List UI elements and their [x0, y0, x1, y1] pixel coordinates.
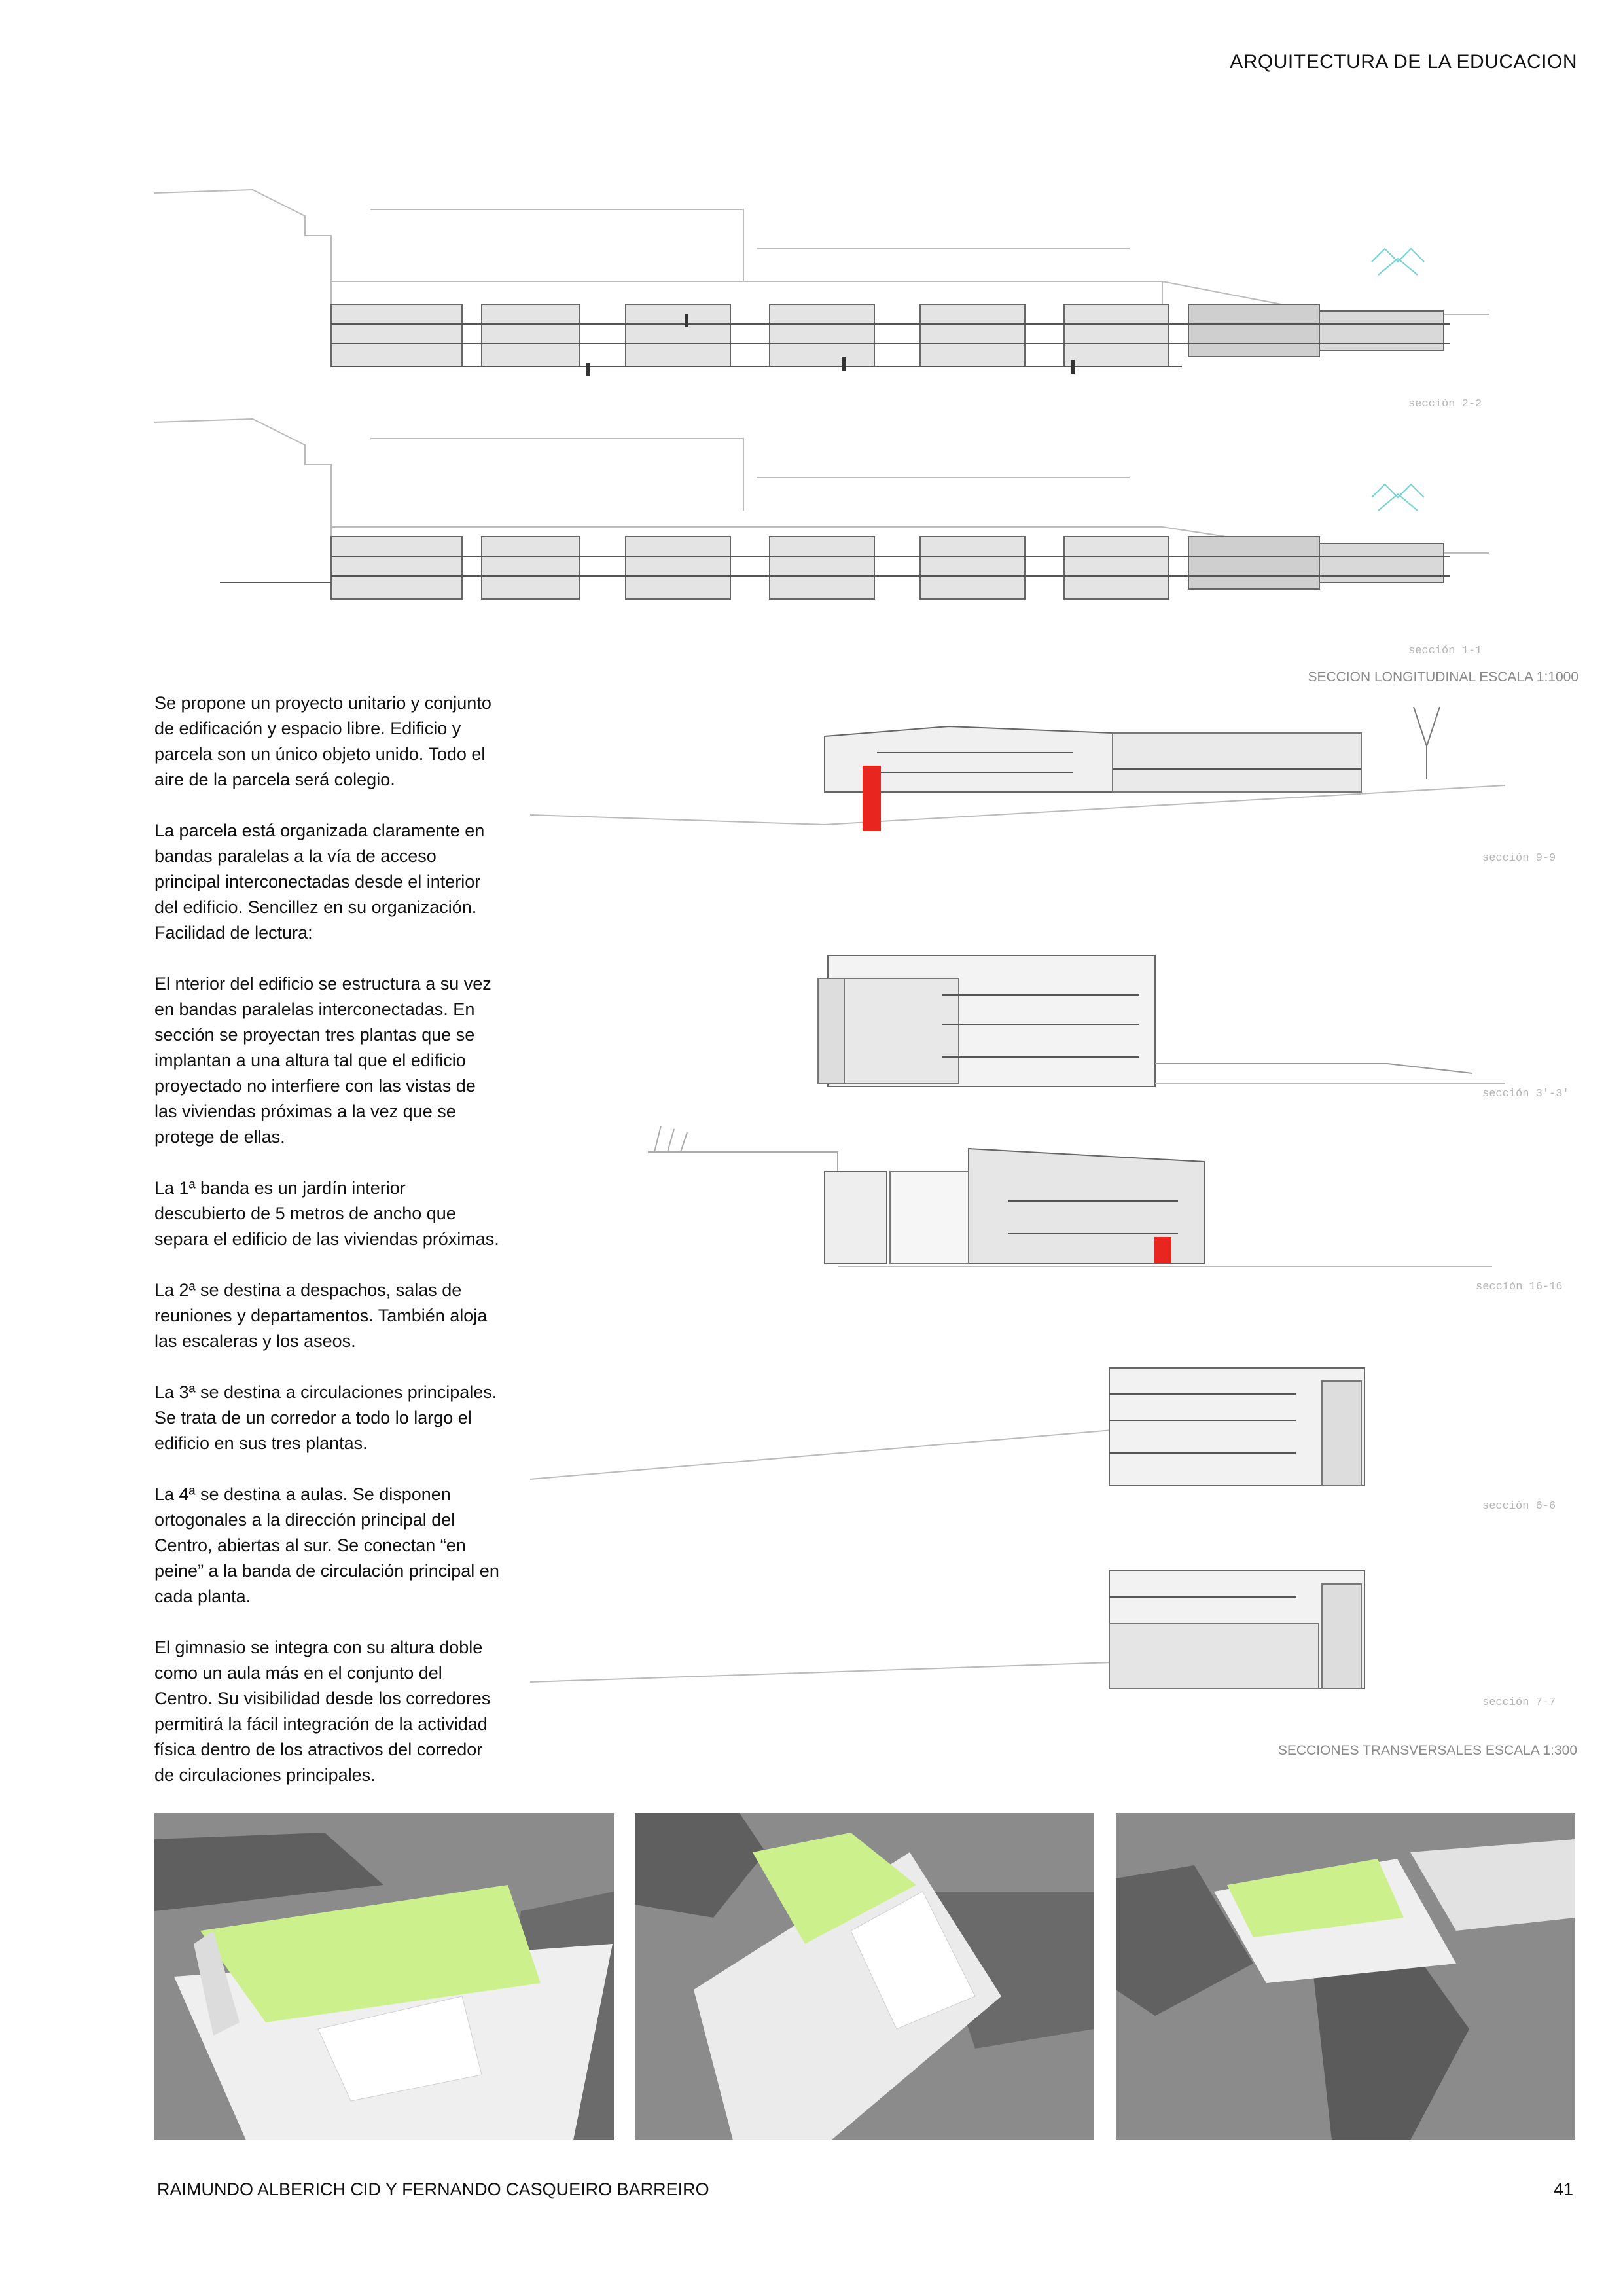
page-number: 41 [1553, 2179, 1573, 2199]
section-9-9-label: sección 9-9 [1482, 852, 1556, 865]
section-1-1-label: sección 1-1 [1408, 645, 1482, 657]
body-paragraph: El gimnasio se integra con su altura doble como un aula más en el conjunto del Centro. Su visibilidad desde los corredores permitirá la fácil integración de la actividad física dentro de los atractivos del corredor de circulaciones principales. [154, 1638, 491, 1785]
section-9-9-drawing [524, 707, 1505, 857]
page-header-title: ARQUITECTURA DE LA EDUCACION [1230, 51, 1577, 73]
body-paragraph: La 2ª se destina a despachos, salas de reuniones y departamentos. También aloja las escaleras y los aseos. [154, 1280, 488, 1351]
aerial-render-1 [154, 1813, 614, 2140]
aerial-render-3 [1116, 1813, 1575, 2140]
transversal-scale-caption: SECCIONES TRANSVERSALES ESCALA 1:300 [1277, 1743, 1577, 1758]
longitudinal-scale-caption: SECCION LONGITUDINAL ESCALA 1:1000 [1308, 670, 1578, 685]
section-3-3-drawing [602, 942, 1505, 1086]
body-paragraph: Se propone un proyecto unitario y conjunto de edificación y espacio libre. Edificio y parcela son un único objeto unido. Todo el aire de la parcela será colegio. [154, 693, 491, 789]
body-text [154, 691, 501, 1814]
body-paragraph: El nterior del edificio se estructura a su vez en bandas paralelas interconectadas. En sección se proyectan tres plantas que se implantan a una altura tal que el edificio proyectado no interfiere con las vistas de las viviendas próximas a la vez que se protege de ellas. [154, 974, 491, 1147]
section-7-7-label: sección 7-7 [1482, 1696, 1556, 1709]
section-3-3-label: sección 3'-3' [1482, 1088, 1569, 1100]
red-element [1154, 1237, 1171, 1263]
body-paragraph: La parcela está organizada claramente en bandas paralelas a la vía de acceso principal interconectadas desde el interior del edificio. Sencillez en su organización. Facilidad de lectura: [154, 821, 485, 942]
red-element [863, 766, 881, 831]
section-16-16-drawing [641, 1126, 1505, 1276]
longitudinal-section-2-2-drawing [154, 177, 1489, 399]
section-7-7-drawing [524, 1564, 1505, 1695]
longitudinal-section-1-1-drawing [154, 406, 1489, 628]
section-6-6-label: sección 6-6 [1482, 1500, 1556, 1513]
footer-authors: RAIMUNDO ALBERICH CID Y FERNANDO CASQUEIRO BARREIRO [157, 2179, 709, 2199]
section-16-16-label: sección 16-16 [1476, 1281, 1563, 1293]
aerial-render-2 [635, 1813, 1094, 2140]
body-paragraph: La 3ª se destina a circulaciones principales. Se trata de un corredor a todo lo largo el edificio en sus tres plantas. [154, 1382, 497, 1453]
body-paragraph: La 4ª se destina a aulas. Se disponen ortogonales a la dirección principal del Centro, abiertas al sur. Se conectan “en peine” a la banda de circulación principal en cada planta. [154, 1484, 499, 1606]
body-paragraph: La 1ª banda es un jardín interior descubierto de 5 metros de ancho que separa el edificio de las viviendas próximas. [154, 1178, 499, 1249]
section-6-6-drawing [524, 1361, 1505, 1492]
section-2-2-label: sección 2-2 [1408, 398, 1482, 410]
